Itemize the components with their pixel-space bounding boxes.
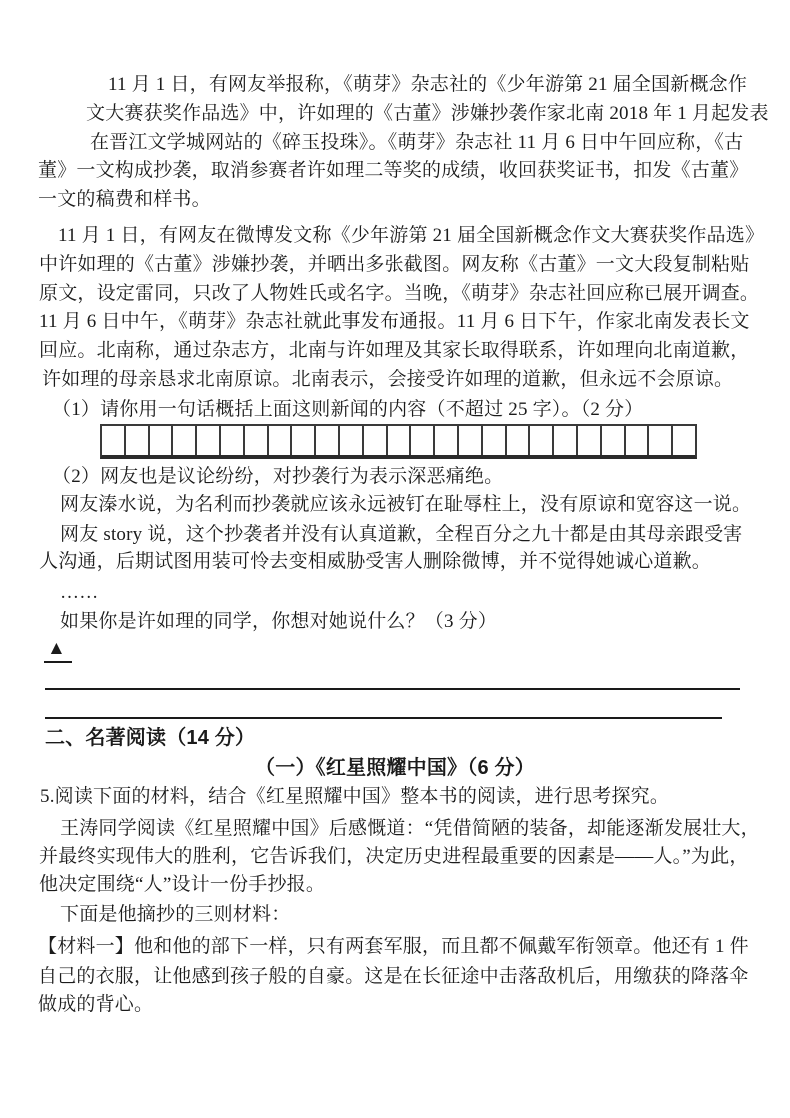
answer-grid-cell xyxy=(126,426,150,455)
news-para2-line4: 11 月 6 日中午，《萌芽》杂志社就此事发布通报。11 月 6 日下午，作家北南发表长文 xyxy=(39,311,750,332)
answer-grid-cell xyxy=(483,426,507,455)
answer-grid-cell xyxy=(102,426,126,455)
answer-grid-cell xyxy=(197,426,221,455)
question5-intro: 5.阅读下面的材料，结合《红星照耀中国》整本书的阅读，进行思考探究。 xyxy=(40,786,670,807)
question1-text: （1）请你用一句话概括上面这则新闻的内容（不超过 25 字）。（2 分） xyxy=(52,399,644,420)
answer-grid-cell xyxy=(340,426,364,455)
answer-grid-cell xyxy=(602,426,626,455)
answer-grid-cell xyxy=(649,426,673,455)
wangtao-line2: 并最终实现伟大的胜利，它告诉我们，决定历史进程最重要的因素是——人。”为此， xyxy=(39,846,749,867)
divider-rule-top xyxy=(45,688,740,690)
news-para2-line1: 11 月 1 日，有网友在微博发文称《少年游第 21 届全国新概念作文大赛获奖作品选》 xyxy=(58,225,765,246)
material1-line2: 自己的衣服，让他感到孩子般的自豪。这是在长征途中击落敌机后，用缴获的降落伞 xyxy=(38,966,749,987)
answer-grid-cell xyxy=(316,426,340,455)
news-para2-line6: 许如理的母亲恳求北南原谅。北南表示，会接受许如理的道歉，但永远不会原谅。 xyxy=(42,369,734,390)
answer-grid-cell xyxy=(530,426,554,455)
divider-rule-bottom xyxy=(45,717,722,719)
news-para2-line5: 回应。北南称，通过杂志方，北南与许如理及其家长取得联系，许如理向北南道歉， xyxy=(39,340,750,361)
material1-line3: 做成的背心。 xyxy=(38,994,154,1015)
answer-grid-cell xyxy=(292,426,316,455)
answer-grid-cell xyxy=(626,426,650,455)
comment-zhenshui: 网友溱水说，为名利而抄袭就应该永远被钉在耻辱柱上，没有原谅和宽容这一说。 xyxy=(60,494,752,515)
answer-grid-cell xyxy=(173,426,197,455)
wangtao-line1: 王涛同学阅读《红星照耀中国》后感慨道：“凭借简陋的装备，却能逐渐发展壮大， xyxy=(60,818,760,839)
comment-story-line2: 人沟通，后期试图用装可怜去变相威胁受害人删除微博，并不觉得她诚心道歉。 xyxy=(39,551,712,572)
answer-grid-cell xyxy=(245,426,269,455)
answer-grid-cell xyxy=(269,426,293,455)
wangtao-line3: 他决定围绕“人”设计一份手抄报。 xyxy=(39,874,326,895)
news-para2-line3: 原文，设定雷同，只改了人物姓氏或名字。当晚，《萌芽》杂志社回应称已展开调查。 xyxy=(39,283,760,304)
news-para1-line2: 文大赛获奖作品选》中，许如理的《古董》涉嫌抄袭作家北南 2018 年 1 月起发表 xyxy=(86,103,769,124)
section2-subheading: （一）《红星照耀中国》（6 分） xyxy=(255,757,535,779)
news-para1-line4: 董》一文构成抄袭，取消参赛者许如理二等奖的成绩，收回获奖证书，扣发《古董》 xyxy=(38,160,749,181)
ellipsis: …… xyxy=(60,582,99,603)
answer-grid-cell xyxy=(554,426,578,455)
answer-grid-cell xyxy=(459,426,483,455)
question2-question: 如果你是许如理的同学，你想对她说什么？（3 分） xyxy=(60,611,498,632)
answer-grid xyxy=(100,424,697,459)
answer-marker-triangle: ▲ xyxy=(47,638,66,659)
answer-grid-cell xyxy=(435,426,459,455)
answer-grid-cell xyxy=(388,426,412,455)
news-para1-line3: 在晋江文学城网站的《碎玉投珠》。《萌芽》杂志社 11 月 6 日中午回应称，《古 xyxy=(90,132,744,153)
question2-intro: （2）网友也是议论纷纷，对抄袭行为表示深恶痛绝。 xyxy=(52,466,504,487)
news-para2-line2: 中许如理的《古董》涉嫌抄袭，并晒出多张截图。网友称《古董》一文大段复制粘贴 xyxy=(39,254,750,275)
answer-marker-underline xyxy=(44,661,72,663)
answer-grid-cell xyxy=(673,426,695,455)
section2-heading: 二、名著阅读（14 分） xyxy=(45,727,256,749)
material1-line1: 【材料一】他和他的部下一样，只有两套军服，而且都不佩戴军衔领章。他还有 1 件 xyxy=(38,936,749,957)
answer-grid-cell xyxy=(150,426,174,455)
answer-grid-cell xyxy=(507,426,531,455)
news-para1-line1: 11 月 1 日，有网友举报称，《萌芽》杂志社的《少年游第 21 届全国新概念作 xyxy=(108,74,748,95)
answer-grid-cell xyxy=(221,426,245,455)
comment-story-line1: 网友 story 说，这个抄袭者并没有认真道歉，全程百分之九十都是由其母亲跟受害 xyxy=(60,524,743,545)
answer-grid-cell xyxy=(411,426,435,455)
answer-grid-cell xyxy=(364,426,388,455)
answer-grid-cell xyxy=(578,426,602,455)
news-para1-line5: 一文的稿费和样书。 xyxy=(38,189,211,210)
materials-intro: 下面是他摘抄的三则材料： xyxy=(60,904,291,925)
